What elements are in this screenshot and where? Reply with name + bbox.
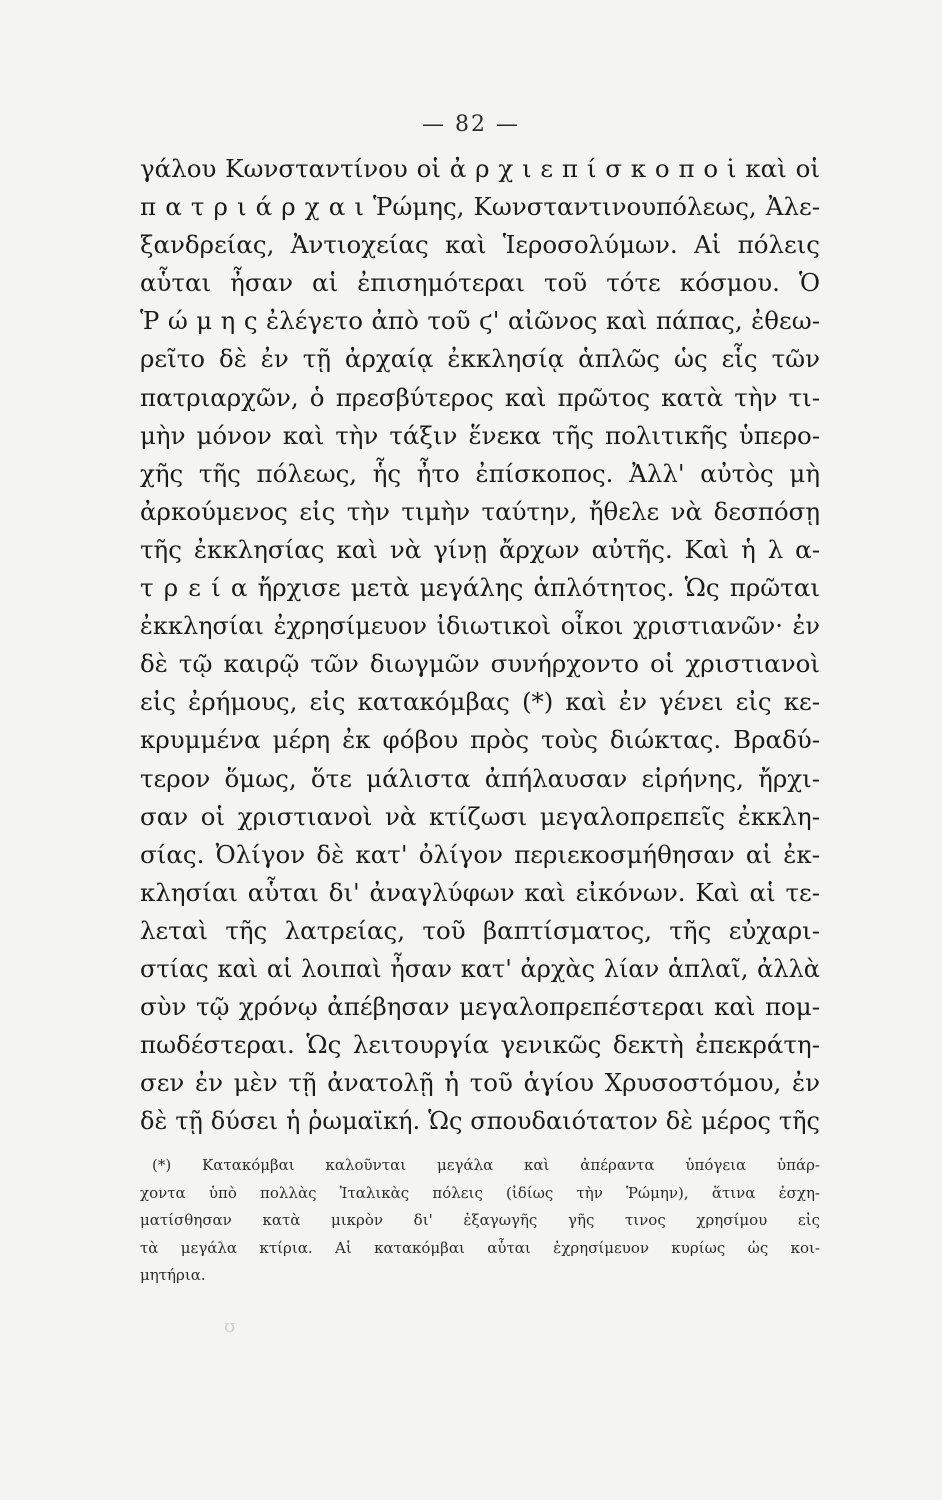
text-line: ἐκκλησίαι ἐχρησίμευον ἰδιωτικοὶ οἶκοι χριστιανῶν· ἐν <box>140 612 820 641</box>
text-line: σὺν τῷ χρόνῳ ἀπέβησαν μεγαλοπρεπέστεραι καὶ πομ- <box>140 992 820 1022</box>
text-line: γάλου Κωνσταντίνου οἱ ἀ ρ χ ι ε π ί σ κ ο π ο ι̇ καὶ οἱ <box>140 154 820 183</box>
text-line: πωδέστεραι. Ὡς λειτουργία γενικῶς δεκτὴ ἐπεκράτη- <box>140 1030 820 1060</box>
text-line: σαν οἱ χριστιανοὶ νὰ κτίζωσι μεγαλοπρεπεῖς ἐκκλη- <box>140 801 820 831</box>
text-line: Ῥ ώ μ η ς ἐλέγετο ἀπὸ τοῦ ϛ' αἰῶνος καὶ πάπας, ἐθεω- <box>140 306 820 336</box>
footnote-line: μητήρια. <box>140 1266 206 1285</box>
text-line: τῆς ἐκκλησίας καὶ νὰ γίνῃ ἄρχων αὐτῆς. Καὶ ἡ λ α- <box>140 534 820 564</box>
page-number: — 82 — <box>422 112 520 137</box>
main-text <box>140 150 820 1140</box>
text-line: στίας καὶ αἱ λοιπαὶ ἦσαν κατ' ἀρχὰς λίαν ἁπλαῖ, ἀλλὰ <box>140 954 820 983</box>
text-line: πατριαρχῶν, ὁ πρεσβύτερος καὶ πρῶτος κατὰ τὴν τι- <box>140 382 820 412</box>
text-line: λεταὶ τῆς λατρείας, τοῦ βαπτίσματος, τῆς εὐχαρι- <box>140 915 820 945</box>
text-line: δὲ τῷ καιρῷ τῶν διωγμῶν συνήρχοντο οἱ χριστιανοὶ <box>140 649 820 679</box>
footnote-line: τὰ μεγάλα κτίρια. Αἱ κατακόμβαι αὗται ἐχρησίμευον κυρίως ὡς κοι- <box>140 1238 820 1257</box>
text-line: τ ρ ε ί α ἤρχισε μετὰ μεγάλης ἁπλότητος. Ὡς πρῶται <box>140 573 820 603</box>
text-line: ἀρκούμενος εἰς τὴν τιμὴν ταύτην, ἤθελε νὰ δεσπόσῃ <box>140 496 820 526</box>
text-line: τερον ὅμως, ὅτε μάλιστα ἀπήλαυσαν εἰρήνης, ἤρχι- <box>140 763 820 793</box>
text-line: σίας. Ὀλίγον δὲ κατ' ὀλίγον περιεκοσμήθησαν αἱ ἐκ- <box>140 839 820 869</box>
text-line: κλησίαι αὗται δι' ἀναγλύφων καὶ εἰκόνων. Καὶ αἱ τε- <box>140 877 820 907</box>
text-line: μὴν μόνον καὶ τὴν τάξιν ἕνεκα τῆς πολιτικῆς ὑπερο- <box>140 420 820 450</box>
footnote <box>140 1152 820 1290</box>
text-line: ρεῖτο δὲ ἐν τῇ ἀρχαίᾳ ἐκκλησίᾳ ἁπλῶς ὡς εἷς τῶν <box>140 344 820 374</box>
text-line: αὗται ἦσαν αἱ ἐπισημότεραι τοῦ τότε κόσμου. Ὁ <box>140 268 820 298</box>
text-line: σεν ἐν μὲν τῇ ἀνατολῇ ἡ τοῦ ἁγίου Χρυσοστόμου, ἐν <box>140 1068 820 1098</box>
bleed-through-mark: ʊ <box>224 1316 236 1337</box>
text-line: εἰς ἐρήμους, εἰς κατακόμβας (*) καὶ ἐν γένει εἰς κε- <box>140 687 820 717</box>
footnote-line: ματίσθησαν κατὰ μικρὸν δι' ἐξαγωγῆς γῆς τινος χρησίμου εἰς <box>140 1211 820 1230</box>
text-line: π α τ ρ ι ά ρ χ α ι Ῥώμης, Κωνσταντινουπόλεως, Ἀλε- <box>140 192 820 222</box>
text-line: ξανδρείας, Ἀντιοχείας καὶ Ἱεροσολύμων. Αἱ πόλεις <box>140 230 820 260</box>
text-line: δὲ τῇ δύσει ἡ ῥωμαϊκή. Ὡς σπουδαιότατον δὲ μέρος τῆς <box>140 1107 820 1136</box>
footnote-line: χοντα ὑπὸ πολλὰς Ἰταλικὰς πόλεις (ἰδίως τὴν Ῥώμην), ἅτινα ἐσχη- <box>140 1183 820 1202</box>
footnote-line: (*) Κατακόμβαι καλοῦνται μεγάλα καὶ ἀπέραντα ὑπόγεια ὑπάρ- <box>152 1156 820 1174</box>
text-line: χῆς τῆς πόλεως, ἧς ἦτο ἐπίσκοπος. Ἀλλ' αὐτὸς μὴ <box>140 458 820 488</box>
text-line: κρυμμένα μέρη ἐκ φόβου πρὸς τοὺς διώκτας. Βραδύ- <box>140 725 820 755</box>
